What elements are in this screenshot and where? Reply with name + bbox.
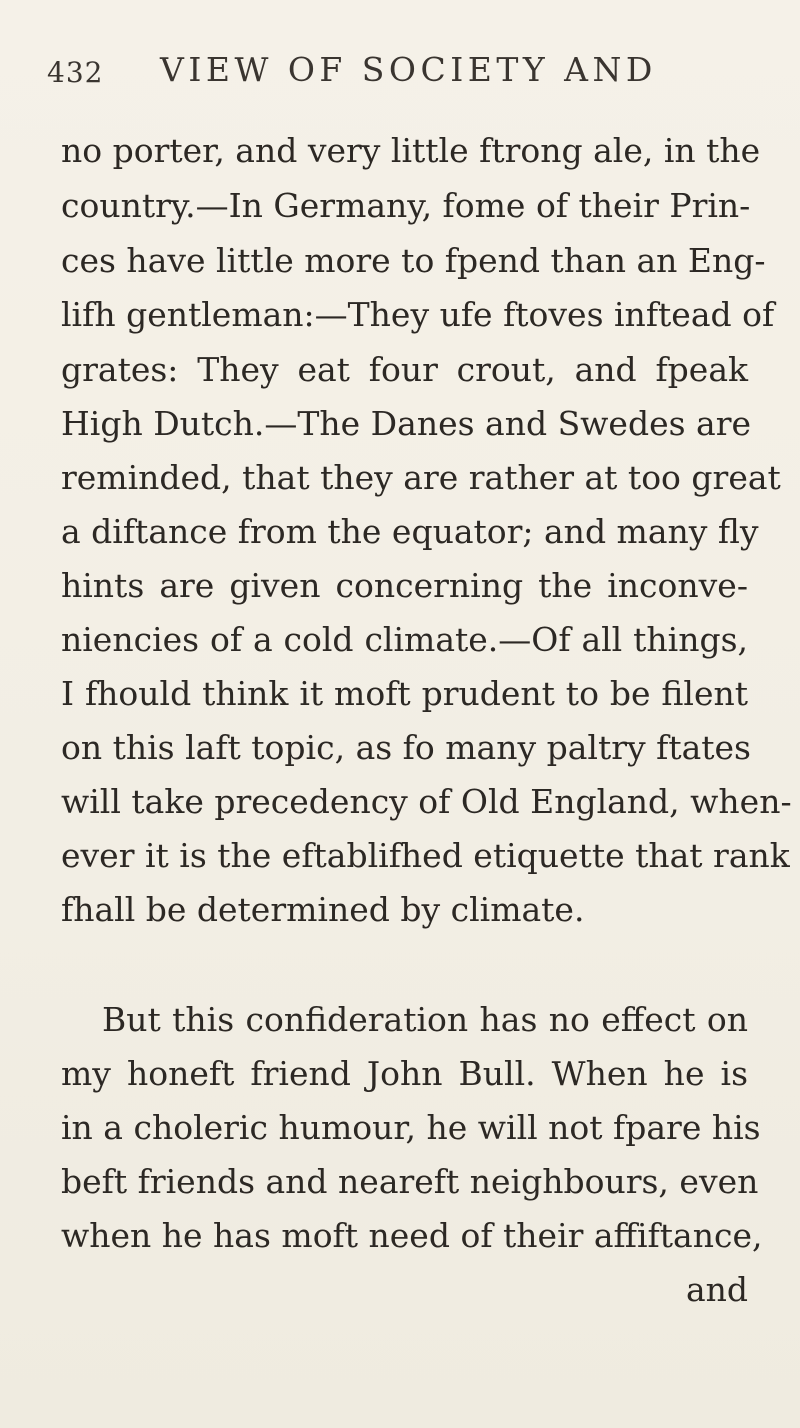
text-line: reminded, that they are rather at too great xyxy=(61,458,781,497)
text-line: in a choleric humour, he will not fpare his xyxy=(61,1108,761,1147)
text-line: my honeft friend John Bull. When he is xyxy=(61,1054,748,1093)
text-line: I fhould think it moft prudent to be filent xyxy=(61,674,748,713)
text-line: when he has moft need of their affiftance, xyxy=(61,1216,763,1255)
text-line: beft friends and neareft neighbours, even xyxy=(61,1162,759,1201)
text-line: lifh gentleman:—They ufe ftoves inftead of xyxy=(61,295,775,334)
page-header xyxy=(47,48,747,92)
text-line: hints are given concerning the inconve- xyxy=(61,566,748,605)
text-line: country.—In Germany, fome of their Prin- xyxy=(61,186,751,225)
text-line: ces have little more to fpend than an Eng- xyxy=(61,241,766,280)
text-line: High Dutch.—The Danes and Swedes are xyxy=(61,404,752,443)
text-line: niencies of a cold climate.—Of all things, xyxy=(61,620,748,659)
text-line: But this confideration has no effect on xyxy=(102,1000,748,1039)
catchword: and xyxy=(686,1270,749,1309)
text-line: fhall be determined by climate. xyxy=(61,890,585,929)
page-number: 432 xyxy=(47,56,104,89)
text-line: no porter, and very little ftrong ale, in the xyxy=(61,131,761,170)
text-line: a diftance from the equator; and many fly xyxy=(61,512,759,551)
text-line: grates: They eat four crout, and fpeak xyxy=(61,350,748,389)
text-line: ever it is the eftablifhed etiquette that rank xyxy=(61,836,790,875)
text-line: on this laft topic, as fo many paltry ftates xyxy=(61,728,751,767)
text-line: will take precedency of Old England, when- xyxy=(61,782,792,821)
running-head: VIEW OF SOCIETY AND xyxy=(160,50,657,89)
